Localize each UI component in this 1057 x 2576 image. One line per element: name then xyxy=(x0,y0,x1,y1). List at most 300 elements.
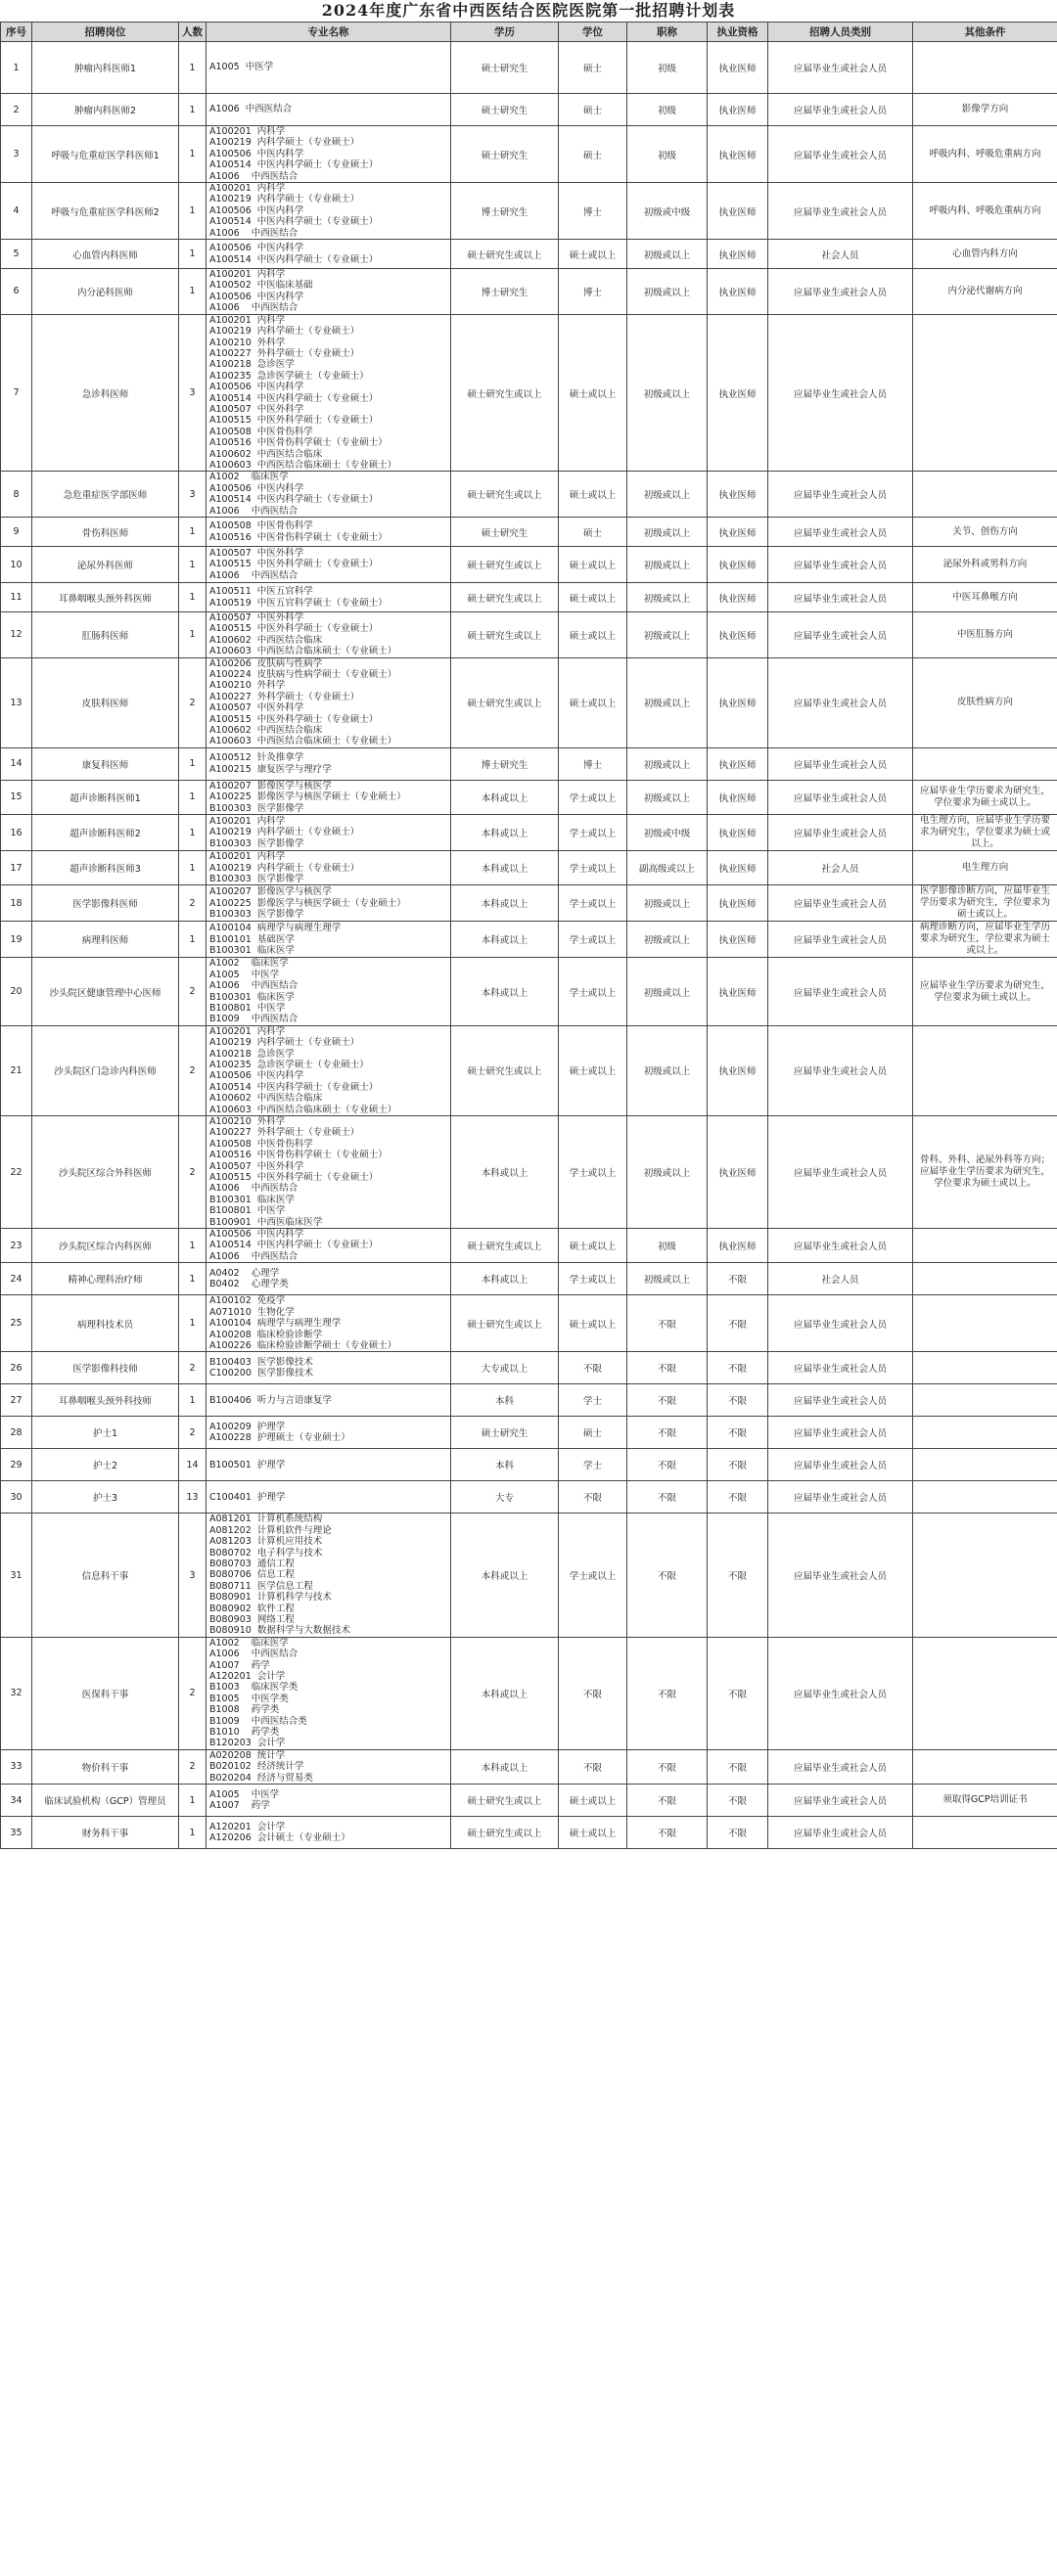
cell-title: 初级或中级 xyxy=(627,183,708,240)
cell-education: 本科或以上 xyxy=(451,1514,559,1637)
cell-education: 本科或以上 xyxy=(451,958,559,1025)
cell-post: 骨伤科医师 xyxy=(32,518,179,547)
table-row xyxy=(1,1116,1057,1229)
cell-education: 本科或以上 xyxy=(451,815,559,851)
cell-majors: A100206 皮肤病与性病学 A100224 皮肤病与性病学硕士（专业硕士） A100210 外科学 A100227 外科学硕士（专业硕士） A100507 中医外科学 A100515 中医外科学硕士（专业硕士） A100602 中西医结合临床 A100603 中西医结合临床硕士（专业硕士） xyxy=(207,657,451,747)
cell-other xyxy=(913,1384,1057,1417)
cell-education: 硕士研究生或以上 xyxy=(451,1025,559,1115)
cell-degree: 博士 xyxy=(559,269,627,315)
cell-no: 34 xyxy=(1,1785,32,1817)
table-row xyxy=(1,1785,1057,1817)
cell-count: 14 xyxy=(179,1449,207,1481)
cell-education: 硕士研究生或以上 xyxy=(451,472,559,518)
cell-no: 9 xyxy=(1,518,32,547)
cell-title: 不限 xyxy=(627,1637,708,1749)
cell-count: 1 xyxy=(179,518,207,547)
cell-post: 病理科技术员 xyxy=(32,1295,179,1352)
cell-count: 1 xyxy=(179,1263,207,1295)
cell-qualification: 不限 xyxy=(708,1449,768,1481)
cell-other: 电生理方向 xyxy=(913,851,1057,885)
cell-staff-type: 应届毕业生或社会人员 xyxy=(768,1785,913,1817)
cell-post: 呼吸与危重症医学科医师2 xyxy=(32,183,179,240)
cell-qualification: 执业医师 xyxy=(708,851,768,885)
cell-qualification: 不限 xyxy=(708,1263,768,1295)
cell-count: 1 xyxy=(179,780,207,814)
cell-count: 13 xyxy=(179,1481,207,1514)
cell-education: 硕士研究生或以上 xyxy=(451,1785,559,1817)
cell-staff-type: 应届毕业生或社会人员 xyxy=(768,1749,913,1784)
cell-education: 本科或以上 xyxy=(451,780,559,814)
cell-degree: 硕士 xyxy=(559,94,627,126)
cell-post: 医保科干事 xyxy=(32,1637,179,1749)
cell-degree: 硕士 xyxy=(559,42,627,94)
cell-qualification: 执业医师 xyxy=(708,747,768,780)
cell-majors: A100511 中医五官科学 A100519 中医五官科学硕士（专业硕士） xyxy=(207,583,451,612)
cell-education: 硕士研究生或以上 xyxy=(451,1229,559,1263)
cell-other xyxy=(913,1417,1057,1449)
cell-majors: A1002 临床医学 A100506 中医内科学 A100514 中医内科学硕士（专业硕士） A1006 中西医结合 xyxy=(207,472,451,518)
cell-title: 初级或中级 xyxy=(627,815,708,851)
cell-post: 信息科干事 xyxy=(32,1514,179,1637)
cell-qualification: 执业医师 xyxy=(708,314,768,472)
cell-qualification: 执业医师 xyxy=(708,1025,768,1115)
cell-education: 硕士研究生或以上 xyxy=(451,583,559,612)
table-row xyxy=(1,922,1057,958)
cell-majors: A100209 护理学 A100228 护理硕士（专业硕士） xyxy=(207,1417,451,1449)
cell-post: 护士3 xyxy=(32,1481,179,1514)
cell-education: 本科或以上 xyxy=(451,1749,559,1784)
cell-education: 硕士研究生或以上 xyxy=(451,240,559,269)
cell-post: 肿瘤内科医师1 xyxy=(32,42,179,94)
header-count: 人数 xyxy=(179,23,207,42)
cell-degree: 学士 xyxy=(559,1384,627,1417)
cell-count: 1 xyxy=(179,42,207,94)
cell-other xyxy=(913,472,1057,518)
cell-title: 不限 xyxy=(627,1384,708,1417)
table-row xyxy=(1,1749,1057,1784)
table-row xyxy=(1,518,1057,547)
cell-post: 物价科干事 xyxy=(32,1749,179,1784)
cell-count: 1 xyxy=(179,1817,207,1849)
cell-other: 泌尿外科或男科方向 xyxy=(913,547,1057,583)
cell-title: 不限 xyxy=(627,1449,708,1481)
cell-qualification: 执业医师 xyxy=(708,1229,768,1263)
cell-count: 1 xyxy=(179,815,207,851)
cell-majors: A100201 内科学 A100219 内科学硕士（专业硕士） A100506 中医内科学 A100514 中医内科学硕士（专业硕士） A1006 中西医结合 xyxy=(207,183,451,240)
cell-education: 本科 xyxy=(451,1384,559,1417)
cell-education: 硕士研究生或以上 xyxy=(451,1817,559,1849)
cell-no: 7 xyxy=(1,314,32,472)
cell-post: 内分泌科医师 xyxy=(32,269,179,315)
cell-no: 31 xyxy=(1,1514,32,1637)
cell-post: 康复科医师 xyxy=(32,747,179,780)
cell-title: 不限 xyxy=(627,1481,708,1514)
cell-education: 硕士研究生 xyxy=(451,518,559,547)
cell-no: 33 xyxy=(1,1749,32,1784)
cell-majors: B100406 听力与言语康复学 xyxy=(207,1384,451,1417)
cell-count: 1 xyxy=(179,94,207,126)
cell-title: 初级 xyxy=(627,1229,708,1263)
cell-staff-type: 应届毕业生或社会人员 xyxy=(768,1384,913,1417)
cell-degree: 硕士或以上 xyxy=(559,1785,627,1817)
cell-post: 皮肤科医师 xyxy=(32,657,179,747)
cell-other: 内分泌代谢病方向 xyxy=(913,269,1057,315)
cell-staff-type: 应届毕业生或社会人员 xyxy=(768,885,913,922)
cell-majors: A081201 计算机系统结构 A081202 计算机软件与理论 A081203 计算机应用技术 B080702 电子科学与技术 B080703 通信工程 B080706 信息工程 B080711 医学信息工程 B080901 计算机科学与技术 B080902 软件工程 B080903 网络工程 B080910 数据科学与大数据技术 xyxy=(207,1514,451,1637)
cell-education: 硕士研究生 xyxy=(451,126,559,183)
header-staff-type: 招聘人员类别 xyxy=(768,23,913,42)
cell-majors: A100201 内科学 A100219 内科学硕士（专业硕士） A100218 急诊医学 A100235 急诊医学硕士（专业硕士） A100506 中医内科学 A100514 中医内科学硕士（专业硕士） A100602 中西医结合临床 A100603 中西医结合临床硕士（专业硕士） xyxy=(207,1025,451,1115)
cell-other: 病理诊断方向，应届毕业生学历要求为研究生，学位要求为硕士或以上。 xyxy=(913,922,1057,958)
cell-post: 耳鼻咽喉头颈外科技师 xyxy=(32,1384,179,1417)
cell-degree: 学士或以上 xyxy=(559,885,627,922)
cell-no: 1 xyxy=(1,42,32,94)
cell-count: 1 xyxy=(179,1384,207,1417)
cell-qualification: 不限 xyxy=(708,1514,768,1637)
cell-no: 28 xyxy=(1,1417,32,1449)
cell-no: 12 xyxy=(1,612,32,658)
cell-no: 26 xyxy=(1,1352,32,1384)
cell-staff-type: 应届毕业生或社会人员 xyxy=(768,94,913,126)
cell-post: 超声诊断科医师1 xyxy=(32,780,179,814)
cell-other: 应届毕业生学历要求为研究生，学位要求为硕士或以上。 xyxy=(913,780,1057,814)
cell-no: 22 xyxy=(1,1116,32,1229)
page-title: 2024年度广东省中西医结合医院医院第一批招聘计划表 xyxy=(321,1,736,20)
cell-staff-type: 社会人员 xyxy=(768,851,913,885)
cell-qualification: 执业医师 xyxy=(708,240,768,269)
cell-majors: A1005 中医学 xyxy=(207,42,451,94)
table-row xyxy=(1,1229,1057,1263)
cell-post: 超声诊断科医师3 xyxy=(32,851,179,885)
cell-count: 2 xyxy=(179,958,207,1025)
cell-qualification: 执业医师 xyxy=(708,815,768,851)
cell-qualification: 执业医师 xyxy=(708,472,768,518)
cell-count: 1 xyxy=(179,269,207,315)
cell-count: 2 xyxy=(179,1025,207,1115)
cell-title: 副高级或以上 xyxy=(627,851,708,885)
cell-count: 1 xyxy=(179,851,207,885)
cell-education: 硕士研究生或以上 xyxy=(451,657,559,747)
cell-count: 3 xyxy=(179,472,207,518)
cell-degree: 硕士或以上 xyxy=(559,657,627,747)
cell-count: 1 xyxy=(179,1785,207,1817)
cell-title: 初级 xyxy=(627,94,708,126)
table-row xyxy=(1,42,1057,94)
table-header-row xyxy=(1,23,1057,42)
cell-post: 心血管内科医师 xyxy=(32,240,179,269)
cell-no: 15 xyxy=(1,780,32,814)
cell-title: 不限 xyxy=(627,1514,708,1637)
cell-degree: 硕士或以上 xyxy=(559,240,627,269)
cell-post: 医学影像科技师 xyxy=(32,1352,179,1384)
cell-title: 初级或以上 xyxy=(627,472,708,518)
cell-count: 1 xyxy=(179,922,207,958)
table-row xyxy=(1,240,1057,269)
cell-qualification: 执业医师 xyxy=(708,547,768,583)
cell-no: 4 xyxy=(1,183,32,240)
cell-staff-type: 应届毕业生或社会人员 xyxy=(768,657,913,747)
cell-education: 硕士研究生 xyxy=(451,1417,559,1449)
cell-qualification: 执业医师 xyxy=(708,183,768,240)
cell-degree: 不限 xyxy=(559,1481,627,1514)
cell-no: 32 xyxy=(1,1637,32,1749)
cell-no: 23 xyxy=(1,1229,32,1263)
cell-majors: A100508 中医骨伤科学 A100516 中医骨伤科学硕士（专业硕士） xyxy=(207,518,451,547)
cell-count: 1 xyxy=(179,547,207,583)
header-other: 其他条件 xyxy=(913,23,1057,42)
cell-degree: 学士 xyxy=(559,1449,627,1481)
table-row xyxy=(1,1025,1057,1115)
cell-no: 10 xyxy=(1,547,32,583)
cell-title: 初级或以上 xyxy=(627,612,708,658)
cell-count: 2 xyxy=(179,1749,207,1784)
cell-count: 2 xyxy=(179,1116,207,1229)
cell-title: 初级 xyxy=(627,126,708,183)
cell-majors: A1002 临床医学 A1006 中西医结合 A1007 药学 A120201 会计学 B1003 临床医学类 B1005 中医学类 B1008 药学类 B1009 中西医结合类 B1010 药学类 B120203 会计学 xyxy=(207,1637,451,1749)
cell-other: 须取得GCP培训证书 xyxy=(913,1785,1057,1817)
cell-degree: 学士或以上 xyxy=(559,1116,627,1229)
cell-no: 18 xyxy=(1,885,32,922)
cell-no: 8 xyxy=(1,472,32,518)
cell-degree: 硕士 xyxy=(559,126,627,183)
cell-majors: A100201 内科学 A100219 内科学硕士（专业硕士） B100303 医学影像学 xyxy=(207,815,451,851)
cell-qualification: 执业医师 xyxy=(708,126,768,183)
cell-count: 1 xyxy=(179,583,207,612)
cell-post: 沙头院区综合外科医师 xyxy=(32,1116,179,1229)
cell-other xyxy=(913,1449,1057,1481)
cell-majors: A120201 会计学 A120206 会计硕士（专业硕士） xyxy=(207,1817,451,1849)
header-title: 职称 xyxy=(627,23,708,42)
cell-education: 硕士研究生或以上 xyxy=(451,1295,559,1352)
cell-no: 16 xyxy=(1,815,32,851)
cell-staff-type: 应届毕业生或社会人员 xyxy=(768,780,913,814)
cell-count: 1 xyxy=(179,747,207,780)
cell-staff-type: 应届毕业生或社会人员 xyxy=(768,547,913,583)
cell-education: 本科或以上 xyxy=(451,851,559,885)
cell-qualification: 不限 xyxy=(708,1352,768,1384)
cell-post: 医学影像科医师 xyxy=(32,885,179,922)
cell-no: 20 xyxy=(1,958,32,1025)
cell-other: 应届毕业生学历要求为研究生，学位要求为硕士或以上。 xyxy=(913,958,1057,1025)
cell-count: 1 xyxy=(179,1229,207,1263)
cell-staff-type: 应届毕业生或社会人员 xyxy=(768,1025,913,1115)
cell-staff-type: 应届毕业生或社会人员 xyxy=(768,1817,913,1849)
cell-post: 护士2 xyxy=(32,1449,179,1481)
cell-degree: 硕士或以上 xyxy=(559,547,627,583)
cell-education: 硕士研究生或以上 xyxy=(451,314,559,472)
cell-title: 初级或以上 xyxy=(627,747,708,780)
table-body xyxy=(1,42,1057,1849)
cell-qualification: 执业医师 xyxy=(708,958,768,1025)
table-row xyxy=(1,94,1057,126)
cell-post: 沙头院区门急诊内科医师 xyxy=(32,1025,179,1115)
cell-other: 骨科、外科、泌尿外科等方向；应届毕业生学历要求为研究生，学位要求为硕士或以上。 xyxy=(913,1116,1057,1229)
cell-other xyxy=(913,314,1057,472)
cell-majors: A100506 中医内科学 A100514 中医内科学硕士（专业硕士） xyxy=(207,240,451,269)
cell-degree: 博士 xyxy=(559,747,627,780)
table-row xyxy=(1,1817,1057,1849)
cell-count: 2 xyxy=(179,1637,207,1749)
cell-education: 本科 xyxy=(451,1449,559,1481)
cell-staff-type: 社会人员 xyxy=(768,240,913,269)
cell-qualification: 不限 xyxy=(708,1749,768,1784)
cell-degree: 学士或以上 xyxy=(559,922,627,958)
cell-post: 沙头院区健康管理中心医师 xyxy=(32,958,179,1025)
cell-post: 超声诊断科医师2 xyxy=(32,815,179,851)
cell-other: 皮肤性病方向 xyxy=(913,657,1057,747)
table-row xyxy=(1,747,1057,780)
cell-degree: 学士或以上 xyxy=(559,1514,627,1637)
cell-staff-type: 应届毕业生或社会人员 xyxy=(768,612,913,658)
cell-post: 急危重症医学部医师 xyxy=(32,472,179,518)
cell-no: 29 xyxy=(1,1449,32,1481)
cell-other xyxy=(913,42,1057,94)
cell-post: 护士1 xyxy=(32,1417,179,1449)
cell-no: 35 xyxy=(1,1817,32,1849)
table-row xyxy=(1,472,1057,518)
cell-title: 初级或以上 xyxy=(627,1116,708,1229)
cell-degree: 不限 xyxy=(559,1637,627,1749)
cell-other xyxy=(913,1481,1057,1514)
cell-staff-type: 应届毕业生或社会人员 xyxy=(768,314,913,472)
cell-degree: 硕士 xyxy=(559,518,627,547)
cell-education: 本科或以上 xyxy=(451,885,559,922)
cell-degree: 硕士或以上 xyxy=(559,472,627,518)
cell-education: 大专或以上 xyxy=(451,1352,559,1384)
cell-title: 初级或以上 xyxy=(627,240,708,269)
cell-majors: A100506 中医内科学 A100514 中医内科学硕士（专业硕士） A1006 中西医结合 xyxy=(207,1229,451,1263)
cell-staff-type: 应届毕业生或社会人员 xyxy=(768,1514,913,1637)
cell-degree: 硕士或以上 xyxy=(559,612,627,658)
table-row xyxy=(1,1295,1057,1352)
cell-qualification: 不限 xyxy=(708,1417,768,1449)
cell-title: 初级 xyxy=(627,42,708,94)
cell-staff-type: 应届毕业生或社会人员 xyxy=(768,269,913,315)
cell-staff-type: 应届毕业生或社会人员 xyxy=(768,1116,913,1229)
cell-title: 初级或以上 xyxy=(627,885,708,922)
cell-post: 肿瘤内科医师2 xyxy=(32,94,179,126)
cell-count: 1 xyxy=(179,126,207,183)
table-row xyxy=(1,851,1057,885)
cell-majors: A100507 中医外科学 A100515 中医外科学硕士（专业硕士） A100602 中西医结合临床 A100603 中西医结合临床硕士（专业硕士） xyxy=(207,612,451,658)
cell-qualification: 执业医师 xyxy=(708,42,768,94)
cell-education: 博士研究生 xyxy=(451,269,559,315)
table-row xyxy=(1,1449,1057,1481)
cell-title: 初级或以上 xyxy=(627,583,708,612)
table-row xyxy=(1,183,1057,240)
cell-qualification: 不限 xyxy=(708,1785,768,1817)
cell-majors: A020208 统计学 B020102 经济统计学 B020204 经济与贸易类 xyxy=(207,1749,451,1784)
table-row xyxy=(1,1481,1057,1514)
cell-staff-type: 应届毕业生或社会人员 xyxy=(768,42,913,94)
cell-degree: 不限 xyxy=(559,1749,627,1784)
cell-majors: C100401 护理学 xyxy=(207,1481,451,1514)
cell-degree: 硕士或以上 xyxy=(559,1025,627,1115)
cell-other xyxy=(913,1352,1057,1384)
table-row xyxy=(1,314,1057,472)
cell-qualification: 不限 xyxy=(708,1384,768,1417)
cell-majors: A100201 内科学 A100219 内科学硕士（专业硕士） A100210 外科学 A100227 外科学硕士（专业硕士） A100218 急诊医学 A100235 急诊医学硕士（专业硕士） A100506 中医内科学 A100514 中医内科学硕士（专业硕士） A100507 中医外科学 A100515 中医外科学硕士（专业硕士） A100508 中医骨伤科学 A100516 中医骨伤科学硕士（专业硕士） A100602 中西医结合临床 A100603 中西医结合临床硕士（专业硕士） xyxy=(207,314,451,472)
table-row xyxy=(1,815,1057,851)
cell-title: 初级或以上 xyxy=(627,958,708,1025)
table-row xyxy=(1,1263,1057,1295)
cell-other: 呼吸内科、呼吸危重病方向 xyxy=(913,183,1057,240)
cell-post: 呼吸与危重症医学科医师1 xyxy=(32,126,179,183)
table-row xyxy=(1,657,1057,747)
cell-title: 初级或以上 xyxy=(627,922,708,958)
cell-post: 病理科医师 xyxy=(32,922,179,958)
table-row xyxy=(1,583,1057,612)
cell-title: 初级或以上 xyxy=(627,314,708,472)
cell-no: 27 xyxy=(1,1384,32,1417)
table-row xyxy=(1,1514,1057,1637)
cell-post: 沙头院区综合内科医师 xyxy=(32,1229,179,1263)
cell-qualification: 执业医师 xyxy=(708,269,768,315)
cell-staff-type: 应届毕业生或社会人员 xyxy=(768,1417,913,1449)
cell-other xyxy=(913,1749,1057,1784)
table-row xyxy=(1,780,1057,814)
cell-title: 不限 xyxy=(627,1785,708,1817)
table-row xyxy=(1,612,1057,658)
cell-count: 2 xyxy=(179,657,207,747)
cell-staff-type: 应届毕业生或社会人员 xyxy=(768,1449,913,1481)
cell-other: 关节、创伤方向 xyxy=(913,518,1057,547)
cell-staff-type: 应届毕业生或社会人员 xyxy=(768,1229,913,1263)
cell-education: 大专 xyxy=(451,1481,559,1514)
cell-no: 11 xyxy=(1,583,32,612)
cell-staff-type: 应届毕业生或社会人员 xyxy=(768,518,913,547)
cell-degree: 不限 xyxy=(559,1352,627,1384)
cell-title: 初级或以上 xyxy=(627,269,708,315)
cell-post: 精神心理科治疗师 xyxy=(32,1263,179,1295)
cell-majors: B100403 医学影像技术 C100200 医学影像技术 xyxy=(207,1352,451,1384)
cell-title: 初级或以上 xyxy=(627,547,708,583)
cell-title: 不限 xyxy=(627,1817,708,1849)
cell-title: 初级或以上 xyxy=(627,518,708,547)
cell-degree: 硕士或以上 xyxy=(559,314,627,472)
cell-staff-type: 应届毕业生或社会人员 xyxy=(768,922,913,958)
cell-degree: 学士或以上 xyxy=(559,958,627,1025)
cell-qualification: 执业医师 xyxy=(708,94,768,126)
cell-staff-type: 应届毕业生或社会人员 xyxy=(768,1637,913,1749)
table-row xyxy=(1,1384,1057,1417)
cell-title: 不限 xyxy=(627,1352,708,1384)
cell-staff-type: 应届毕业生或社会人员 xyxy=(768,747,913,780)
cell-other: 医学影像诊断方向，应届毕业生学历要求为研究生，学位要求为硕士或以上。 xyxy=(913,885,1057,922)
cell-staff-type: 应届毕业生或社会人员 xyxy=(768,815,913,851)
table-row xyxy=(1,1637,1057,1749)
cell-count: 2 xyxy=(179,885,207,922)
cell-other: 电生理方向，应届毕业生学历要求为研究生，学位要求为硕士或以上。 xyxy=(913,815,1057,851)
cell-education: 本科或以上 xyxy=(451,1116,559,1229)
cell-degree: 硕士或以上 xyxy=(559,1295,627,1352)
cell-majors: A100207 影像医学与核医学 A100225 影像医学与核医学硕士（专业硕士） B100303 医学影像学 xyxy=(207,780,451,814)
cell-no: 6 xyxy=(1,269,32,315)
cell-count: 2 xyxy=(179,1417,207,1449)
cell-education: 博士研究生 xyxy=(451,183,559,240)
cell-qualification: 执业医师 xyxy=(708,780,768,814)
table-row xyxy=(1,1417,1057,1449)
cell-qualification: 不限 xyxy=(708,1817,768,1849)
cell-qualification: 执业医师 xyxy=(708,657,768,747)
cell-staff-type: 应届毕业生或社会人员 xyxy=(768,958,913,1025)
cell-no: 14 xyxy=(1,747,32,780)
cell-degree: 学士或以上 xyxy=(559,851,627,885)
cell-degree: 博士 xyxy=(559,183,627,240)
cell-majors: A1006 中西医结合 xyxy=(207,94,451,126)
cell-no: 2 xyxy=(1,94,32,126)
cell-title: 初级或以上 xyxy=(627,780,708,814)
